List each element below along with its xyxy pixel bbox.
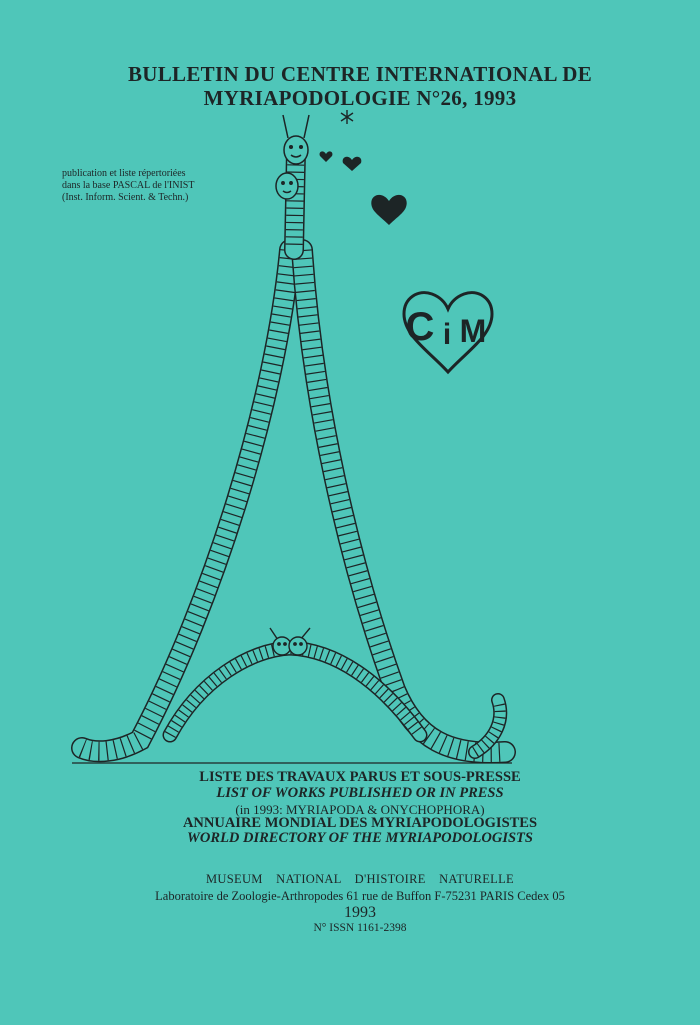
heart-icon: [371, 195, 406, 225]
logo-letter-i: i: [442, 318, 452, 351]
cim-heart-logo: [404, 293, 492, 372]
heart-icon: [320, 151, 333, 162]
heart-icon: [343, 157, 362, 171]
logo-letter-m: M: [459, 313, 487, 349]
publication-year: 1993: [344, 904, 376, 921]
bulletin-title-line2: MYRIAPODOLOGIE N°26, 1993: [203, 86, 517, 110]
subtitle-french-directory: ANNUAIRE MONDIAL DES MYRIAPODOLOGISTES: [182, 815, 538, 831]
subtitle-english-directory: WORLD DIRECTORY OF THE MYRIAPODOLOGISTS: [187, 830, 533, 846]
subtitle-french-list: LISTE DES TRAVAUX PARUS ET SOUS-PRESSE: [199, 769, 521, 785]
museum-name: MUSEUM NATIONAL D'HISTOIRE NATURELLE: [206, 872, 514, 886]
snowflake-icon: [341, 110, 353, 124]
publication-note-line: publication et liste répertoriées: [62, 168, 186, 179]
subtitle-english-list: LIST OF WORKS PUBLISHED OR IN PRESS: [216, 785, 504, 801]
logo-letter-c: C: [405, 305, 435, 349]
subtitle-scope: (in 1993: MYRIAPODA & ONYCHOPHORA): [235, 802, 485, 817]
publication-note-line: dans la base PASCAL de l'INIST: [62, 180, 195, 191]
publication-note-line: (Inst. Inform. Scient. & Techn.): [62, 192, 189, 203]
laboratory-address: Laboratoire de Zoologie-Arthropodes 61 rue de Buffon F-75231 PARIS Cedex 05: [155, 889, 565, 903]
issn-number: N° ISSN 1161-2398: [313, 922, 407, 934]
millipede-bodies: [82, 150, 505, 753]
bulletin-title-line1: BULLETIN DU CENTRE INTERNATIONAL DE: [127, 62, 593, 86]
millipede-head-arch: [270, 628, 310, 655]
